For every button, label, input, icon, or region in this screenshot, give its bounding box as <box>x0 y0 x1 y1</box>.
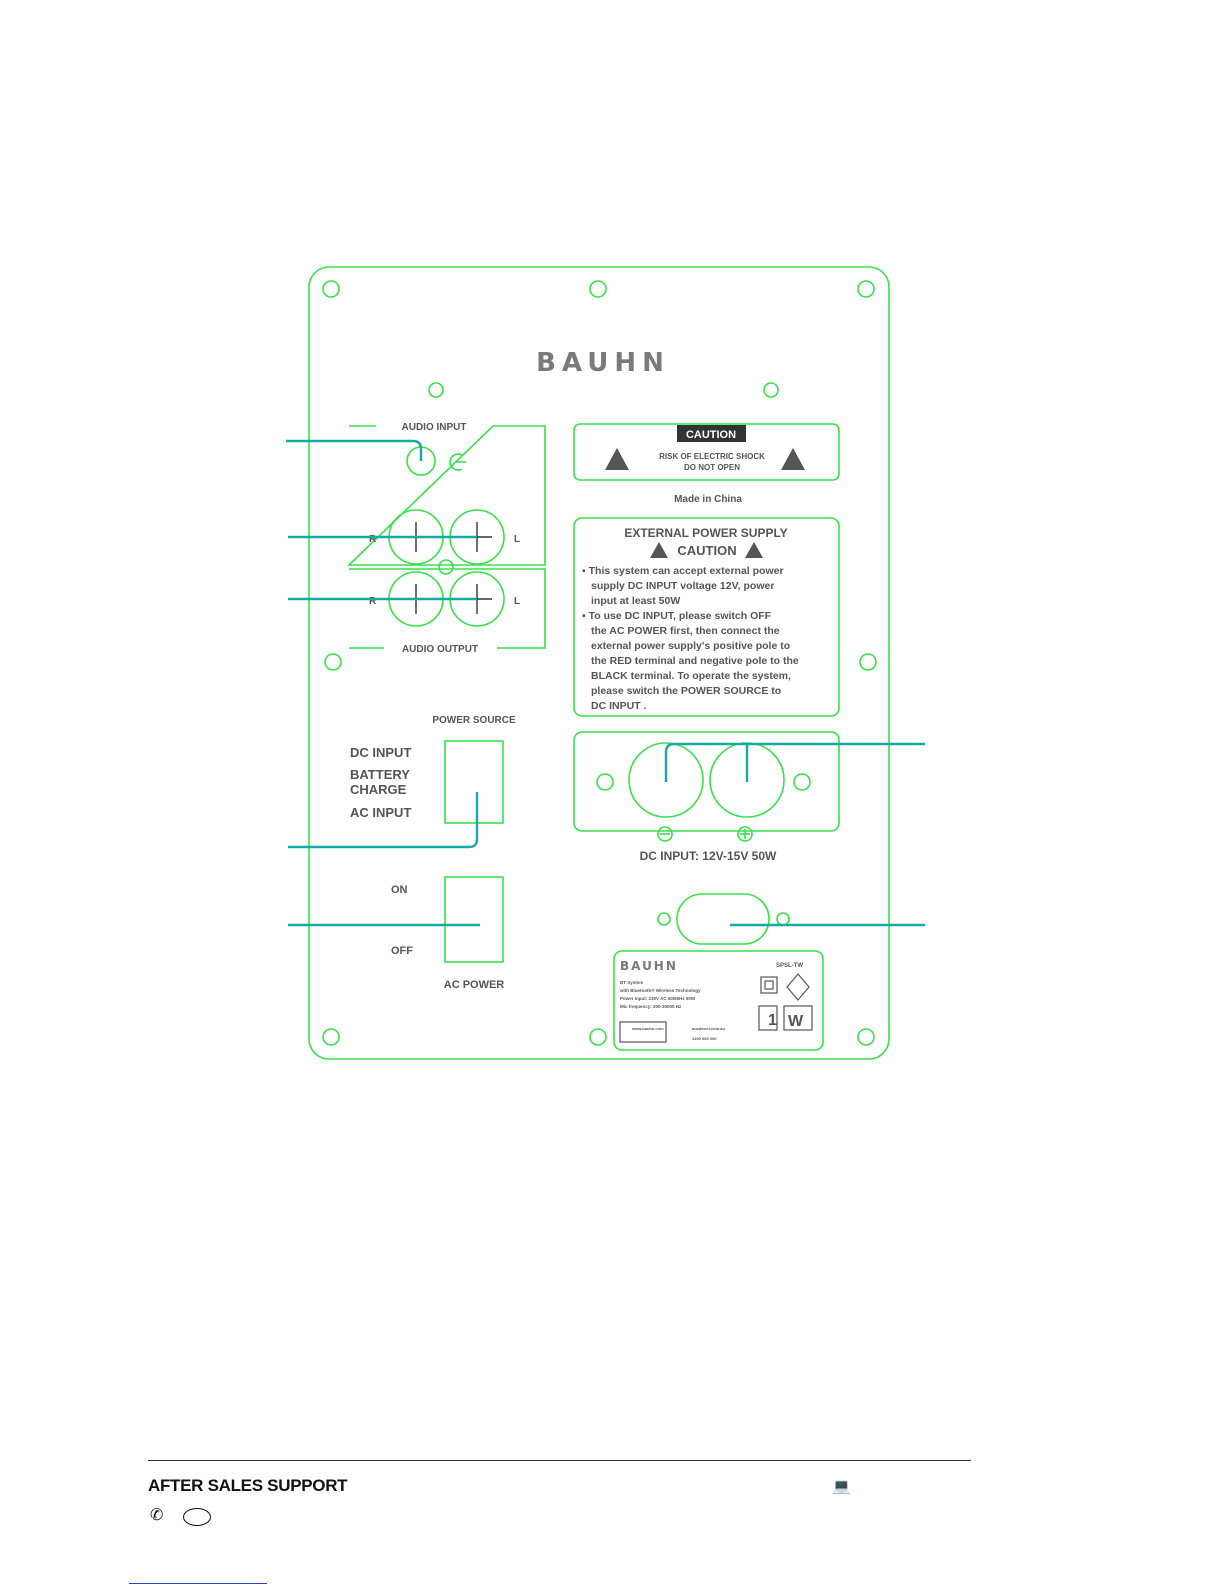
ac-power-label: AC POWER <box>443 979 505 991</box>
screw-hole <box>858 1029 874 1045</box>
inlet-hole <box>777 913 789 925</box>
rating-tel: 1300 000 000 <box>692 1036 717 1041</box>
battery-option-line-1: BATTERY <box>350 767 410 782</box>
rating-model: SPSL-TW <box>776 963 803 969</box>
screw-hole <box>325 654 341 670</box>
rating-line: with Bluetooth® Wireless Technology <box>620 988 701 993</box>
audio-in-l-label: L <box>514 534 521 545</box>
ac-input-option: AC INPUT <box>350 805 412 820</box>
ext-power-line: please switch the POWER SOURCE to <box>591 685 782 697</box>
ext-power-line: BLACK terminal. To operate the system, <box>591 670 791 682</box>
warning-triangle-icon <box>781 448 805 470</box>
ext-power-line: ▪ To use DC INPUT, please switch OFF <box>582 610 772 622</box>
rating-brand: BAUHN <box>620 959 678 973</box>
battery-option-line-2: CHARGE <box>350 782 407 797</box>
screw-hole <box>429 383 443 397</box>
power-source-label: POWER SOURCE <box>432 715 516 726</box>
ext-power-line: external power supply's positive pole to <box>591 640 791 652</box>
rating-web: www.bauhn.com <box>632 1026 664 1031</box>
screw-hole <box>323 281 339 297</box>
ext-power-line: ▪ This system can accept external power <box>582 565 784 577</box>
power-source-switch <box>445 741 503 823</box>
ac-power-switch <box>445 877 503 962</box>
dc-input-option: DC INPUT <box>350 745 412 760</box>
plate-hole <box>794 774 810 790</box>
warning-triangle-icon <box>605 448 629 470</box>
screw-hole <box>590 281 606 297</box>
plate-hole <box>597 774 613 790</box>
audio-input-label: AUDIO INPUT <box>401 422 467 433</box>
rating-line: Mic frequency: 200-30000 Hz <box>620 1004 682 1009</box>
ext-power-line: supply DC INPUT voltage 12V, power <box>591 580 775 592</box>
bottom-link-underline[interactable] <box>129 1583 267 1584</box>
footer-rule <box>148 1460 971 1461</box>
rcm-icon <box>787 974 809 1000</box>
ext-power-caution: CAUTION <box>677 543 737 558</box>
callout-aux <box>286 441 421 461</box>
screw-hole <box>764 383 778 397</box>
website-box <box>620 1022 666 1042</box>
caution-line-2: DO NOT OPEN <box>683 463 741 472</box>
footer-title: AFTER SALES SUPPORT <box>148 1476 348 1495</box>
audio-output-box <box>349 569 545 648</box>
laptop-icon: 💻 <box>832 1478 851 1495</box>
caution-line-1: RISK OF ELECTRIC SHOCK <box>659 452 765 461</box>
energy-number: 1 <box>768 1012 777 1029</box>
screw-hole <box>590 1029 606 1045</box>
caution-badge-text: CAUTION <box>685 429 737 441</box>
ext-power-line: DC INPUT . <box>591 700 647 712</box>
center-hole <box>439 560 453 574</box>
ext-power-line: the AC POWER first, then connect the <box>591 625 780 637</box>
screw-hole <box>323 1029 339 1045</box>
audio-in-r-label: R <box>369 534 377 545</box>
w-logo-mark: W <box>788 1013 804 1030</box>
ext-power-line: the RED terminal and negative pole to the <box>591 655 799 667</box>
ac-power-off-label: OFF <box>391 945 413 957</box>
screw-hole <box>858 281 874 297</box>
rating-line: Power Input: 230V AC 50/60Hz 50W <box>620 996 696 1001</box>
dc-input-rating: DC INPUT: 12V-15V 50W <box>639 849 777 863</box>
ac-power-on-label: ON <box>391 884 408 896</box>
oval-icon <box>183 1508 211 1526</box>
made-in-text: Made in China <box>674 494 742 505</box>
audio-out-r-label: R <box>369 596 377 607</box>
brand-logo: BAUHN <box>536 348 670 378</box>
ext-power-instructions <box>582 565 799 712</box>
double-insulation-icon <box>761 977 777 993</box>
ext-power-line: input at least 50W <box>591 595 681 607</box>
rating-line: BT System <box>620 980 644 985</box>
audio-out-l-label: L <box>514 596 521 607</box>
telephone-icon: ✆ <box>150 1507 164 1524</box>
audio-output-label: AUDIO OUTPUT <box>401 644 479 655</box>
inlet-hole <box>658 913 670 925</box>
rating-site: ausdirect.com.au <box>692 1026 725 1031</box>
ac-inlet <box>677 894 769 944</box>
ext-power-title: EXTERNAL POWER SUPPLY <box>624 526 788 540</box>
rating-specs <box>619 980 701 1009</box>
screw-hole <box>860 654 876 670</box>
